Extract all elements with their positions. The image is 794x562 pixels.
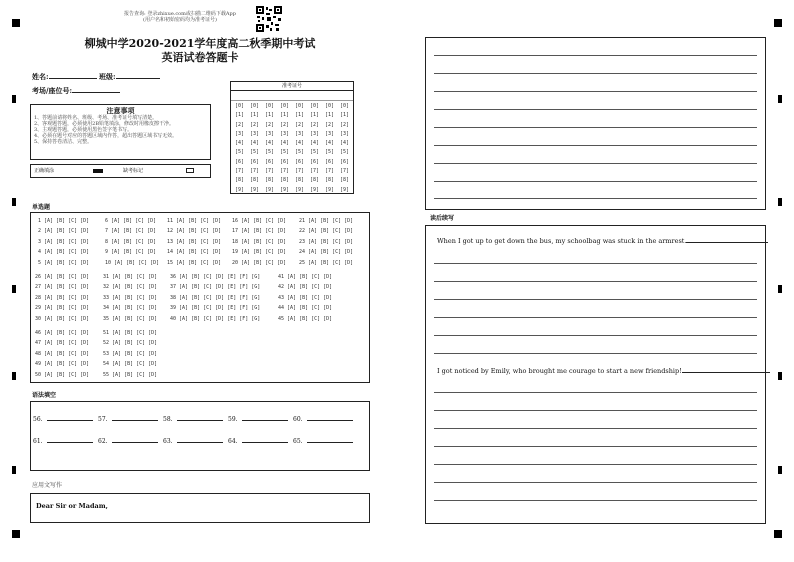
mc-question-row[interactable]: 19 [A] [B] [C] [D] xyxy=(232,249,287,256)
mc-question-row[interactable]: 3 [A] [B] [C] [D] xyxy=(38,238,90,245)
side-mark xyxy=(12,285,16,293)
mc-question-row[interactable]: 4 [A] [B] [C] [D] xyxy=(38,249,90,256)
ruled-line xyxy=(434,109,757,110)
grammar-number: 56. xyxy=(33,416,43,423)
exam-id-bubble[interactable]: [5] xyxy=(234,149,245,156)
ruled-line xyxy=(434,353,757,354)
legend-box xyxy=(30,164,211,178)
grammar-item xyxy=(98,416,163,423)
exam-id-column xyxy=(265,102,274,195)
exam-id-column xyxy=(295,102,304,195)
mc-section-title: 单选题 xyxy=(32,204,51,211)
exam-id-bubble[interactable]: [7] xyxy=(309,168,320,175)
ruled-line xyxy=(434,464,757,465)
mc-question-row[interactable]: 20 [A] [B] [C] [D] xyxy=(232,259,287,266)
mc-question-row[interactable]: 32 [A] [B] [C] [D] xyxy=(103,284,158,291)
exam-id-bubble[interactable]: [0] xyxy=(249,103,260,109)
mc-column xyxy=(299,216,359,268)
mc-question-row[interactable]: 16 [A] [B] [C] [D] xyxy=(232,218,287,224)
mc-question-row[interactable]: 5 [A] [B] [C] [D] xyxy=(38,259,90,266)
mc-column xyxy=(105,216,167,268)
mc-question-row[interactable]: 48 [A] [B] [C] [D] xyxy=(35,350,90,357)
exam-id-bubble[interactable]: [8] xyxy=(279,177,290,184)
side-mark xyxy=(778,372,782,380)
corner-mark-bl xyxy=(12,530,20,538)
exam-id-column xyxy=(235,102,244,195)
mc-question-row[interactable]: 33 [A] [B] [C] [D] xyxy=(103,294,158,301)
grammar-blank[interactable] xyxy=(112,442,158,443)
grammar-item xyxy=(293,438,358,445)
ruled-line xyxy=(434,127,757,128)
mc-question-row[interactable]: 47 [A] [B] [C] [D] xyxy=(35,340,90,347)
side-mark xyxy=(778,466,782,474)
exam-id-bubble[interactable]: [6] xyxy=(339,158,350,165)
grammar-blank[interactable] xyxy=(307,420,353,421)
exam-id-bubble[interactable]: [5] xyxy=(324,149,335,156)
continuation-para2 xyxy=(437,368,770,375)
mc-question-row[interactable]: 15 [A] [B] [C] [D] xyxy=(167,259,222,266)
class-field[interactable] xyxy=(116,78,160,79)
ruled-line xyxy=(434,317,757,318)
exam-id-bubble[interactable]: [2] xyxy=(294,121,305,128)
mc-question-row[interactable]: 26 [A] [B] [C] [D] xyxy=(35,274,90,280)
exam-id-bubble[interactable]: [2] xyxy=(279,121,290,128)
mc-column xyxy=(170,272,278,324)
mc-question-row[interactable]: 24 [A] [B] [C] [D] xyxy=(299,249,354,256)
mc-question-row[interactable]: 35 [A] [B] [C] [D] xyxy=(103,315,158,322)
grammar-item xyxy=(163,438,228,445)
exam-id-bubble[interactable]: [9] xyxy=(279,186,290,193)
exam-id-bubble[interactable]: [9] xyxy=(309,186,320,193)
ruled-line xyxy=(434,145,757,146)
ruled-line xyxy=(434,428,757,429)
exam-id-bubble[interactable]: [8] xyxy=(294,177,305,184)
mc-group-3 xyxy=(35,328,169,380)
exam-id-bubble[interactable]: [5] xyxy=(279,149,290,156)
ruled-line xyxy=(434,55,757,56)
mc-question-row[interactable]: 18 [A] [B] [C] [D] xyxy=(232,238,287,245)
exam-id-bubble[interactable]: [0] xyxy=(234,103,245,109)
exam-id-bubble[interactable]: [8] xyxy=(339,177,350,184)
para2-blank xyxy=(682,372,770,373)
grammar-number: 60. xyxy=(293,416,303,423)
grammar-item xyxy=(98,438,163,445)
mc-column xyxy=(167,216,232,268)
mc-column xyxy=(232,216,299,268)
grammar-item xyxy=(33,438,98,445)
mc-question-row[interactable]: 27 [A] [B] [C] [D] xyxy=(35,284,90,291)
mc-question-row[interactable]: 10 [A] [B] [C] [D] xyxy=(105,259,160,266)
room-field[interactable] xyxy=(72,92,120,93)
exam-id-bubble[interactable]: [7] xyxy=(279,168,290,175)
exam-id-columns xyxy=(231,101,353,195)
ruled-line xyxy=(434,482,757,483)
para1-blank xyxy=(686,242,768,243)
notes-list xyxy=(31,115,210,145)
exam-id-bubble[interactable]: [0] xyxy=(294,103,305,109)
mc-question-row[interactable]: 11 [A] [B] [C] [D] xyxy=(167,218,222,224)
mc-question-row[interactable]: 43 [A] [B] [C] [D] xyxy=(278,294,333,301)
grammar-row-1 xyxy=(33,416,358,423)
exam-id-bubble[interactable]: [1] xyxy=(339,112,350,119)
grammar-blank[interactable] xyxy=(307,442,353,443)
mc-question-row[interactable]: 9 [A] [B] [C] [D] xyxy=(105,249,157,256)
continuation-para2-text: I got noticed by Emily, who brought me courage to start a new friendship! xyxy=(437,367,682,375)
exam-id-bubble[interactable]: [4] xyxy=(309,140,320,147)
notes-box xyxy=(30,104,211,160)
exam-id-bubble[interactable]: [0] xyxy=(339,103,350,109)
exam-id-bubble[interactable]: [0] xyxy=(279,103,290,109)
grammar-number: 64. xyxy=(228,438,238,445)
mc-question-row[interactable]: 28 [A] [B] [C] [D] xyxy=(35,294,90,301)
exam-id-bubble[interactable]: [3] xyxy=(339,130,350,137)
exam-id-bubble[interactable]: [1] xyxy=(249,112,260,119)
exam-id-bubble[interactable]: [7] xyxy=(234,168,245,175)
exam-id-bubble[interactable]: [9] xyxy=(294,186,305,193)
grammar-blank[interactable] xyxy=(242,442,288,443)
exam-id-bubble[interactable]: [1] xyxy=(234,112,245,119)
exam-id-bubble[interactable]: [1] xyxy=(264,112,275,119)
exam-id-bubble[interactable]: [6] xyxy=(324,158,335,165)
exam-id-write-row[interactable] xyxy=(231,91,353,101)
exam-id-bubble[interactable]: [3] xyxy=(324,130,335,137)
continuation-lines-top[interactable] xyxy=(425,37,766,210)
student-info-row2 xyxy=(32,87,120,94)
exam-id-bubble[interactable]: [9] xyxy=(234,186,245,193)
exam-id-bubble[interactable]: [5] xyxy=(264,149,275,156)
exam-id-bubble[interactable]: [0] xyxy=(324,103,335,109)
note-item: 2、客观题答题，必须使用2B铅笔填涂，修改时用橡皮擦干净。 xyxy=(34,121,175,127)
mc-question-row[interactable]: 40 [A] [B] [C] [D] [E] [F] [G] xyxy=(170,315,261,322)
exam-id-bubble[interactable]: [7] xyxy=(249,168,260,175)
exam-id-column xyxy=(310,102,319,195)
page-title: 柳城中学2020-2021学年度高二秋季期中考试 xyxy=(84,37,316,50)
ruled-line xyxy=(434,392,757,393)
exam-id-bubble[interactable]: [6] xyxy=(234,158,245,165)
note-item: 5、保持答卷清洁、完整。 xyxy=(34,139,93,145)
mc-column xyxy=(35,328,103,380)
correct-fill-label: 正确填涂 xyxy=(34,168,55,174)
mc-question-row[interactable]: 45 [A] [B] [C] [D] xyxy=(278,315,333,322)
exam-id-bubble[interactable]: [5] xyxy=(249,149,260,156)
grammar-item xyxy=(228,416,293,423)
corner-mark-tr xyxy=(774,19,782,27)
exam-id-bubble[interactable]: [4] xyxy=(324,140,335,147)
mc-question-row[interactable]: 49 [A] [B] [C] [D] xyxy=(35,361,90,368)
exam-id-bubble[interactable]: [4] xyxy=(339,140,350,147)
exam-id-bubble[interactable]: [8] xyxy=(264,177,275,184)
mc-box xyxy=(30,212,370,383)
exam-id-bubble[interactable]: [9] xyxy=(264,186,275,193)
mc-group-2 xyxy=(35,272,344,324)
mc-question-row[interactable]: 29 [A] [B] [C] [D] xyxy=(35,305,90,312)
ruled-line xyxy=(434,263,757,264)
continuation-box[interactable] xyxy=(425,225,766,524)
mc-question-row[interactable]: 38 [A] [B] [C] [D] [E] [F] [G] xyxy=(170,294,261,301)
ruled-line xyxy=(434,335,757,336)
side-mark xyxy=(778,285,782,293)
exam-id-bubble[interactable]: [7] xyxy=(264,168,275,175)
exam-id-bubble[interactable]: [6] xyxy=(249,158,260,165)
mc-question-row[interactable]: 21 [A] [B] [C] [D] xyxy=(299,218,354,224)
grammar-number: 57. xyxy=(98,416,108,423)
side-mark xyxy=(12,95,16,103)
mc-question-row[interactable]: 17 [A] [B] [C] [D] xyxy=(232,228,287,235)
writing-section-title: 应用文写作 xyxy=(32,482,63,489)
mc-column xyxy=(103,328,169,380)
mc-question-row[interactable]: 6 [A] [B] [C] [D] xyxy=(105,218,157,224)
class-label: 班级: xyxy=(99,72,116,81)
note-item: 4、必须在题号对应的答题区域内作答，超出答题区域书写无效。 xyxy=(34,133,178,139)
mc-question-row[interactable]: 36 [A] [B] [C] [D] [E] [F] [G] xyxy=(170,274,261,280)
exam-id-bubble[interactable]: [7] xyxy=(324,168,335,175)
exam-id-bubble[interactable]: [2] xyxy=(234,121,245,128)
exam-id-bubble[interactable]: [2] xyxy=(249,121,260,128)
mc-question-row[interactable]: 22 [A] [B] [C] [D] xyxy=(299,228,354,235)
exam-id-bubble[interactable]: [4] xyxy=(234,140,245,147)
exam-id-bubble[interactable]: [4] xyxy=(294,140,305,147)
exam-id-bubble[interactable]: [2] xyxy=(264,121,275,128)
student-info-row1 xyxy=(32,73,160,80)
grammar-number: 58. xyxy=(163,416,173,423)
mc-question-row[interactable]: 1 [A] [B] [C] [D] xyxy=(38,218,90,224)
notes-title: 注意事项 xyxy=(106,106,135,115)
ruled-line xyxy=(434,198,757,199)
exam-id-bubble[interactable]: [8] xyxy=(309,177,320,184)
exam-id-bubble[interactable]: [7] xyxy=(294,168,305,175)
writing-box[interactable] xyxy=(30,493,370,523)
exam-id-bubble[interactable]: [6] xyxy=(264,158,275,165)
ruled-line xyxy=(434,281,757,282)
mc-question-row[interactable]: 46 [A] [B] [C] [D] xyxy=(35,330,90,336)
exam-id-label: 准考证号 xyxy=(231,82,353,91)
exam-id-bubble[interactable]: [1] xyxy=(294,112,305,119)
absent-mark-label: 缺考标记 xyxy=(123,168,144,174)
mc-question-row[interactable]: 53 [A] [B] [C] [D] xyxy=(103,350,158,357)
exam-id-bubble[interactable]: [3] xyxy=(294,130,305,137)
continuation-para1-text: When I got up to get down the bus, my schoolbag was stuck in the armrest. xyxy=(437,237,687,245)
side-mark xyxy=(778,95,782,103)
exam-id-bubble[interactable]: [3] xyxy=(234,130,245,137)
exam-id-bubble[interactable]: [3] xyxy=(249,130,260,137)
exam-id-bubble[interactable]: [8] xyxy=(324,177,335,184)
mc-question-row[interactable]: 7 [A] [B] [C] [D] xyxy=(105,228,157,235)
mc-question-row[interactable]: 39 [A] [B] [C] [D] [E] [F] [G] xyxy=(170,305,261,312)
side-mark xyxy=(12,372,16,380)
grammar-item xyxy=(228,438,293,445)
ruled-line xyxy=(434,73,757,74)
mc-question-row[interactable]: 2 [A] [B] [C] [D] xyxy=(38,228,90,235)
mc-column xyxy=(278,272,344,324)
mc-question-row[interactable]: 44 [A] [B] [C] [D] xyxy=(278,305,333,312)
correct-fill-sample xyxy=(93,169,103,173)
continuation-section-title: 读后续写 xyxy=(430,215,455,222)
exam-id-bubble[interactable]: [5] xyxy=(309,149,320,156)
name-field[interactable] xyxy=(49,78,97,79)
exam-id-bubble[interactable]: [6] xyxy=(279,158,290,165)
report-notice xyxy=(110,11,250,23)
side-mark xyxy=(12,198,16,206)
exam-id-bubble[interactable]: [8] xyxy=(234,177,245,184)
absent-mark-box[interactable] xyxy=(186,168,194,173)
report-notice-line1: 报告查询: 登录zhixue.com或扫描二维码下载App xyxy=(124,11,236,17)
mc-question-row[interactable]: 23 [A] [B] [C] [D] xyxy=(299,238,354,245)
grammar-item xyxy=(33,416,98,423)
writing-salutation: Dear Sir or Madam, xyxy=(36,502,108,510)
grammar-item xyxy=(163,416,228,423)
side-mark xyxy=(778,198,782,206)
exam-id-bubble[interactable]: [1] xyxy=(324,112,335,119)
note-item: 3、主观题答题，必须使用黑色签字笔书写。 xyxy=(34,127,133,133)
exam-id-bubble[interactable]: [4] xyxy=(264,140,275,147)
exam-id-bubble[interactable]: [7] xyxy=(339,168,350,175)
exam-id-column xyxy=(340,102,349,195)
mc-question-row[interactable]: 52 [A] [B] [C] [D] xyxy=(103,340,158,347)
exam-id-bubble[interactable]: [6] xyxy=(294,158,305,165)
mc-group-1 xyxy=(38,216,359,268)
grammar-number: 63. xyxy=(163,438,173,445)
exam-id-bubble[interactable]: [1] xyxy=(279,112,290,119)
exam-id-bubble[interactable]: [9] xyxy=(249,186,260,193)
mc-question-row[interactable]: 50 [A] [B] [C] [D] xyxy=(35,371,90,378)
grammar-item xyxy=(293,416,358,423)
grammar-section-title: 语法填空 xyxy=(32,392,57,399)
mc-question-row[interactable]: 13 [A] [B] [C] [D] xyxy=(167,238,222,245)
ruled-line xyxy=(434,181,757,182)
exam-id-bubble[interactable]: [4] xyxy=(249,140,260,147)
mc-column xyxy=(103,272,170,324)
grammar-box xyxy=(30,401,370,471)
exam-id-bubble[interactable]: [3] xyxy=(309,130,320,137)
mc-question-row[interactable]: 14 [A] [B] [C] [D] xyxy=(167,249,222,256)
mc-question-row[interactable]: 55 [A] [B] [C] [D] xyxy=(103,371,158,378)
exam-id-bubble[interactable]: [8] xyxy=(249,177,260,184)
ruled-line xyxy=(434,500,757,501)
side-mark xyxy=(12,466,16,474)
qr-code xyxy=(256,6,282,32)
exam-id-bubble[interactable]: [3] xyxy=(264,130,275,137)
mc-question-row[interactable]: 54 [A] [B] [C] [D] xyxy=(103,361,158,368)
corner-mark-br xyxy=(774,530,782,538)
exam-id-bubble[interactable]: [3] xyxy=(279,130,290,137)
ruled-line xyxy=(434,91,757,92)
exam-id-column xyxy=(250,102,259,195)
grammar-row-2 xyxy=(33,438,358,445)
exam-id-bubble[interactable]: [0] xyxy=(264,103,275,109)
exam-id-column xyxy=(325,102,334,195)
ruled-line xyxy=(434,446,757,447)
exam-id-bubble[interactable]: [4] xyxy=(279,140,290,147)
grammar-blank[interactable] xyxy=(47,420,93,421)
mc-question-row[interactable]: 41 [A] [B] [C] [D] xyxy=(278,274,333,280)
ruled-line xyxy=(434,299,757,300)
grammar-blank[interactable] xyxy=(177,420,223,421)
ruled-line xyxy=(434,410,757,411)
grammar-number: 61. xyxy=(33,438,43,445)
mc-question-row[interactable]: 37 [A] [B] [C] [D] [E] [F] [G] xyxy=(170,284,261,291)
mc-question-row[interactable]: 42 [A] [B] [C] [D] xyxy=(278,284,333,291)
exam-id-bubble[interactable]: [2] xyxy=(324,121,335,128)
corner-mark-tl xyxy=(12,19,20,27)
mc-question-row[interactable]: 31 [A] [B] [C] [D] xyxy=(103,274,158,280)
name-label: 姓名: xyxy=(32,72,49,81)
mc-question-row[interactable]: 34 [A] [B] [C] [D] xyxy=(103,305,158,312)
grammar-blank[interactable] xyxy=(177,442,223,443)
mc-question-row[interactable]: 51 [A] [B] [C] [D] xyxy=(103,330,158,336)
note-item: 1、答题前请将姓名、班级、考场、准考证号填写清楚。 xyxy=(34,115,158,121)
report-notice-line2: (用户名和初始密码均为准考证号) xyxy=(143,17,217,23)
mc-question-row[interactable]: 30 [A] [B] [C] [D] xyxy=(35,315,90,322)
exam-id-box xyxy=(230,81,354,194)
grammar-blank[interactable] xyxy=(112,420,158,421)
exam-id-bubble[interactable]: [5] xyxy=(339,149,350,156)
exam-id-bubble[interactable]: [9] xyxy=(324,186,335,193)
mc-question-row[interactable]: 25 [A] [B] [C] [D] xyxy=(299,259,354,266)
room-label: 考场/座位号: xyxy=(32,86,73,95)
exam-id-bubble[interactable]: [2] xyxy=(339,121,350,128)
page-subtitle: 英语试卷答题卡 xyxy=(161,51,239,64)
exam-id-bubble[interactable]: [5] xyxy=(294,149,305,156)
exam-id-bubble[interactable]: [0] xyxy=(309,103,320,109)
ruled-line xyxy=(434,163,757,164)
mc-column xyxy=(38,216,105,268)
continuation-para1 xyxy=(437,238,768,245)
exam-id-bubble[interactable]: [2] xyxy=(309,121,320,128)
grammar-blank[interactable] xyxy=(242,420,288,421)
mc-question-row[interactable]: 8 [A] [B] [C] [D] xyxy=(105,238,157,245)
grammar-number: 65. xyxy=(293,438,303,445)
grammar-number: 59. xyxy=(228,416,238,423)
mc-column xyxy=(35,272,103,324)
exam-id-bubble[interactable]: [1] xyxy=(309,112,320,119)
grammar-blank[interactable] xyxy=(47,442,93,443)
exam-id-column xyxy=(280,102,289,195)
exam-id-bubble[interactable]: [6] xyxy=(309,158,320,165)
mc-question-row[interactable]: 12 [A] [B] [C] [D] xyxy=(167,228,222,235)
exam-id-bubble[interactable]: [9] xyxy=(339,186,350,193)
grammar-number: 62. xyxy=(98,438,108,445)
